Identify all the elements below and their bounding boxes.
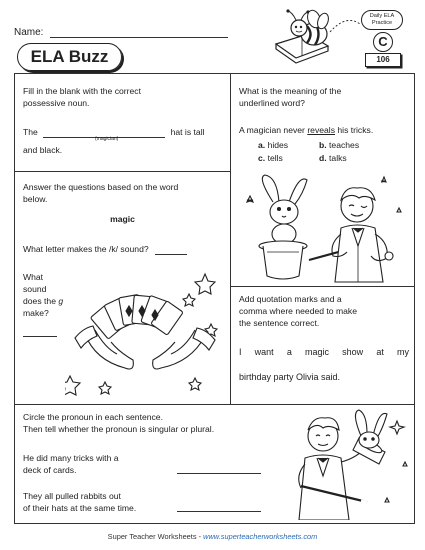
q2-option-c[interactable] [258,152,283,164]
magician-rabbit-illustration [237,172,409,284]
grid-divider-vertical [230,74,231,404]
q3-answer-1-blank[interactable] [155,254,187,255]
badge-letter: C [373,32,393,52]
magician-hat-rabbit-illustration [277,406,411,520]
q2-sentence-pre: A magician never [239,125,308,135]
q1-the: The [23,127,38,137]
q2-line-1: What is the meaning of the [239,86,342,96]
name-label: Name: [14,27,44,38]
q1-instructions [23,85,141,109]
q3-line-1: Answer the questions based on the word [23,182,179,192]
q2-option-c-text: tells [267,153,283,163]
q5-line-1: Circle the pronoun in each sentence. [23,412,163,422]
q3-q2-line-1: What [23,272,44,282]
q4-instructions [239,293,357,329]
q3-question-2 [23,271,63,319]
q2-option-d-text: talks [329,153,347,163]
q1-and-black: and black. [23,145,63,155]
q2-option-b[interactable] [319,139,359,151]
q2-underlined-word: reveals [307,125,336,135]
q3-word: magic [110,214,135,224]
q2-option-d[interactable] [319,152,347,164]
q4-line-3: the sentence correct. [239,318,320,328]
worksheet-grid [14,73,415,524]
q4-sentence-line-2: birthday party Olivia said. [239,372,341,382]
q5-line-2: Then tell whether the pronoun is singular or plural. [23,424,215,434]
q5-s2-line-1: They all pulled rabbits out [23,491,121,501]
q2-option-a-letter: a. [258,140,266,150]
q2-sentence-post: his tricks. [335,125,374,135]
q5-answer-2-blank[interactable] [177,511,261,512]
q2-option-a[interactable] [258,139,288,151]
q5-instructions [23,411,214,435]
q3-q2-line-3: does the [23,296,56,306]
q3-instructions [23,181,178,205]
q2-instructions [239,85,341,109]
q2-option-b-text: teaches [329,140,360,150]
page-title: ELA Buzz [17,43,122,71]
q5-s2-line-2: of their hats at the same time. [23,503,137,513]
q1-line-1: Fill in the blank with the correct [23,86,141,96]
grid-divider-left-1 [15,171,230,172]
q3-question-1 [23,243,187,255]
q5-sentence-1 [23,452,119,476]
q3-question-1-text: What letter makes the /k/ sound? [23,244,149,254]
q1-hat-is-tall: hat is tall [170,127,205,137]
daily-practice-badge [361,10,405,70]
q1-line-2: possessive noun. [23,98,90,108]
q2-sentence [239,124,373,136]
q4-line-2: comma where needed to make [239,306,357,316]
bee-reading-book-illustration [268,4,368,66]
q5-sentence-2 [23,490,136,514]
badge-line-1: Daily ELA [369,13,395,19]
q3-q2-line-4: make? [23,308,49,318]
q5-s1-line-2: deck of cards. [23,465,77,475]
grid-divider-right-1 [230,286,414,287]
name-row [14,27,228,38]
q3-q2-letter: g [58,296,64,306]
badge-number: 106 [365,53,401,67]
q1-sentence [23,126,223,138]
footer-url[interactable]: www.superteacherworksheets.com [203,532,318,541]
q2-option-c-letter: c. [258,153,266,163]
q2-option-d-letter: d. [319,153,327,163]
grid-divider-bottom [15,404,414,405]
q3-q2-line-2: sound [23,284,47,294]
footer [0,532,425,541]
q3-line-2: below. [23,194,48,204]
q2-line-2: underlined word? [239,98,305,108]
q4-sentence-line-1: I want a magic show at my [239,347,409,357]
q2-option-b-letter: b. [319,140,327,150]
name-field[interactable] [50,28,228,38]
q1-hint: (magician) [95,136,119,142]
q5-answer-1-blank[interactable] [177,473,261,474]
badge-line-2: Practice [371,20,393,26]
hands-with-cards-illustration [65,264,223,400]
q4-line-1: Add quotation marks and a [239,294,342,304]
q3-answer-2-blank[interactable] [23,336,57,337]
badge-label [361,10,403,30]
q5-s1-line-1: He did many tricks with a [23,453,119,463]
footer-brand: Super Teacher Worksheets - [107,532,204,541]
q2-option-a-text: hides [267,140,289,150]
